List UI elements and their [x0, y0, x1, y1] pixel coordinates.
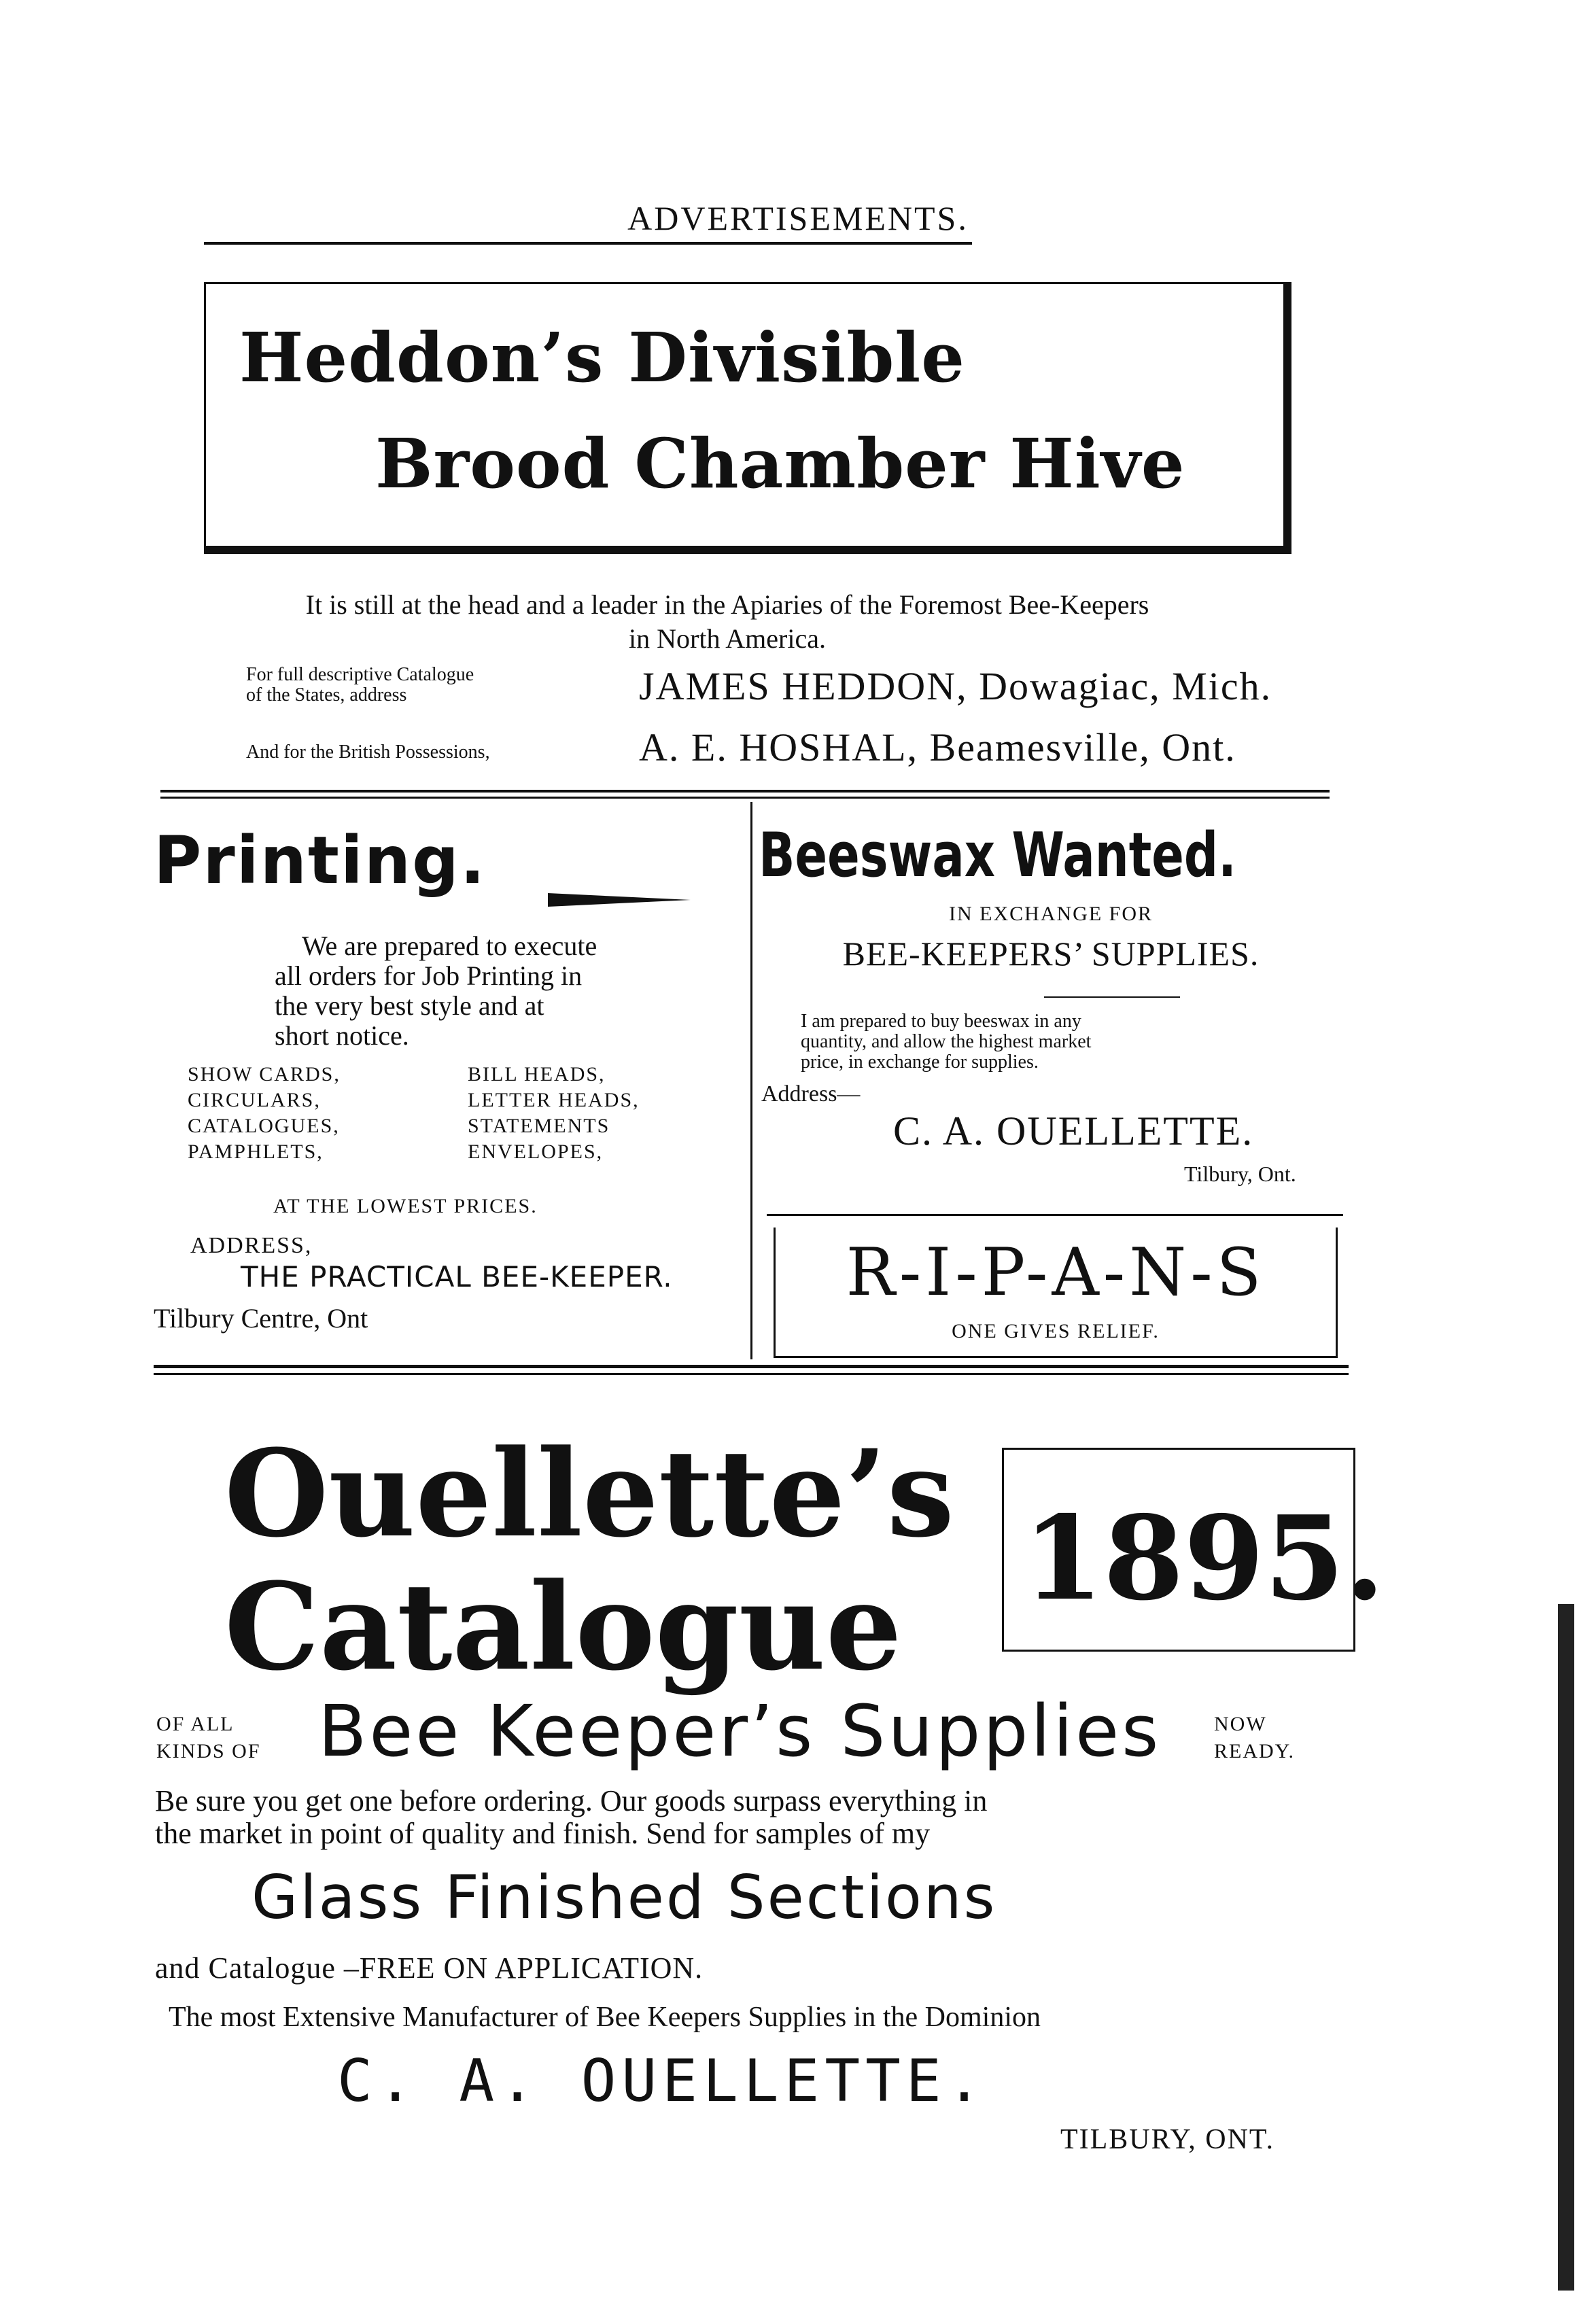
heddon-tagline-1: It is still at the head and a leader in the Apiaries of the Foremost Bee-Keepers	[305, 589, 1149, 620]
printing-address-name: THE PRACTICAL BEE-KEEPER.	[241, 1260, 673, 1293]
beeswax-title: Beeswax Wanted.	[759, 820, 1236, 891]
printing-address-label: ADDRESS,	[190, 1233, 313, 1258]
page-header: ADVERTISEMENTS.	[627, 199, 969, 237]
beeswax-body-1: I am prepared to buy beeswax in any	[801, 1011, 1081, 1032]
beeswax-rule	[1044, 996, 1180, 998]
ripans-title: R-I-P-A-N-S	[846, 1234, 1266, 1310]
ripans-tagline: ONE GIVES RELIEF.	[952, 1320, 1160, 1342]
heddon-states-contact: JAMES HEDDON, Dowagiac, Mich.	[639, 664, 1272, 708]
catalogue-title-line2: Catalogue	[224, 1556, 902, 1697]
printing-item-right-4: ENVELOPES,	[468, 1141, 604, 1163]
printing-intro-1: We are prepared to execute	[302, 930, 597, 961]
catalogue-body-2: the market in point of quality and finish. Send for samples of my	[155, 1817, 931, 1850]
heddon-states-note-1: For full descriptive Catalogue	[246, 664, 474, 685]
printing-item-left-3: CATALOGUES,	[188, 1115, 340, 1137]
beeswax-address-label: Address—	[761, 1081, 861, 1107]
catalogue-supplies-title: Bee Keeper’s Supplies	[318, 1690, 1162, 1773]
beeswax-name: C. A. OUELLETTE.	[893, 1109, 1254, 1153]
catalogue-right-small-1: NOW	[1214, 1713, 1267, 1735]
catalogue-year: 1895.	[1023, 1491, 1385, 1626]
printing-intro-2: all orders for Job Printing in	[275, 960, 583, 991]
printing-title: Printing.	[154, 822, 487, 899]
printing-address-place: Tilbury Centre, Ont	[154, 1303, 368, 1334]
heddon-box-bottom	[204, 546, 1291, 554]
beeswax-ad	[759, 809, 1343, 1189]
header-rule	[204, 242, 972, 245]
catalogue-year-box	[1002, 1448, 1385, 1652]
printing-ad	[154, 809, 745, 1359]
section-rule-2b	[154, 1373, 1349, 1375]
beeswax-subtitle: IN EXCHANGE FOR	[949, 903, 1153, 925]
heddon-box-right	[1283, 282, 1291, 554]
printing-item-left-2: CIRCULARS,	[188, 1089, 321, 1111]
catalogue-free-line: and Catalogue –FREE ON APPLICATION.	[155, 1951, 704, 1985]
ripans-ad	[774, 1228, 1338, 1358]
beeswax-body-2: quantity, and allow the highest market	[801, 1031, 1092, 1052]
heddon-box-left	[204, 282, 206, 547]
printing-item-left-4: PAMPHLETS,	[188, 1141, 324, 1163]
catalogue-left-small-2: KINDS OF	[156, 1740, 261, 1762]
heddon-title-line1: Heddon’s Divisible	[239, 317, 965, 398]
catalogue-title-line1: Ouellette’s	[224, 1423, 954, 1564]
catalogue-extensive: The most Extensive Manufacturer of Bee Keepers Supplies in the Dominion	[169, 2002, 1041, 2033]
ripans-rule-top	[767, 1214, 1343, 1216]
catalogue-left-small-1: OF ALL	[156, 1713, 235, 1735]
section-rule-1b	[160, 797, 1330, 799]
heddon-title-line2: Brood Chamber Hive	[375, 423, 1185, 504]
beeswax-body-3: price, in exchange for supplies.	[801, 1051, 1039, 1073]
printing-item-right-2: LETTER HEADS,	[468, 1089, 640, 1111]
heddon-states-note-2: of the States, address	[246, 684, 407, 706]
section-rule-1a	[160, 790, 1330, 793]
beeswax-supplies: BEE-KEEPERS’ SUPPLIES.	[842, 935, 1260, 973]
heddon-box-top	[204, 282, 1291, 284]
printing-item-left-1: SHOW CARDS,	[188, 1063, 341, 1085]
beeswax-place: Tilbury, Ont.	[1184, 1162, 1296, 1186]
page-edge-shadow	[1558, 1604, 1574, 2291]
pointing-arrow-icon	[548, 893, 691, 907]
heddon-british-contact: A. E. HOSHAL, Beamesville, Ont.	[639, 725, 1236, 769]
printing-intro-3: the very best style and at	[275, 990, 544, 1021]
catalogue-body-1: Be sure you get one before ordering. Our goods surpass everything in	[155, 1784, 988, 1817]
catalogue-signature: C. A. OUELLETTE.	[337, 2047, 988, 2115]
heddon-ad	[204, 282, 1291, 554]
printing-item-right-1: BILL HEADS,	[468, 1063, 606, 1085]
printing-item-right-3: STATEMENTS	[468, 1115, 610, 1137]
catalogue-glass-line: Glass Finished Sections	[251, 1862, 997, 1932]
heddon-tagline-2: in North America.	[629, 623, 826, 654]
heddon-british-note: And for the British Possessions,	[246, 742, 490, 763]
column-divider	[750, 802, 752, 1359]
catalogue-place: TILBURY, ONT.	[1060, 2124, 1274, 2155]
printing-intro-4: short notice.	[275, 1020, 409, 1051]
catalogue-right-small-2: READY.	[1214, 1740, 1295, 1762]
printing-prices: AT THE LOWEST PRICES.	[273, 1195, 538, 1217]
section-rule-2a	[154, 1365, 1349, 1368]
